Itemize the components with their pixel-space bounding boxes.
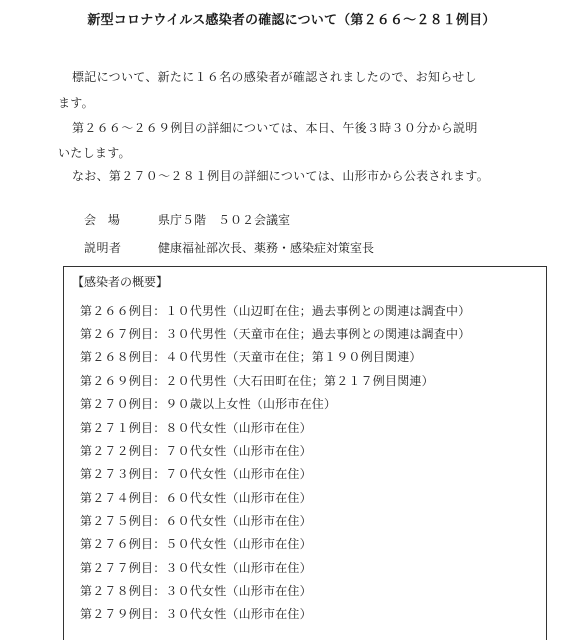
paragraph-2-line-1: 第２６６～２６９例目の詳細については、本日、午後３時３０分から説明 (72, 121, 478, 135)
case-item: 第２６９例目：２０代男性（大石田町在住；第２１７例目関連） (80, 374, 434, 388)
paragraph-1-line-1: 標記について、新たに１６名の感染者が確認されましたので、お知らせし (72, 70, 477, 84)
case-item: 第２７４例目：６０代女性（山形市在住） (80, 491, 312, 505)
venue-label: 会 場 (84, 213, 124, 227)
presenter-value: 健康福祉部次長、薬務・感染症対策室長 (158, 241, 375, 255)
case-summary-heading: 【感染者の概要】 (72, 275, 169, 289)
case-item: 第２７８例目：３０代女性（山形市在住） (80, 584, 312, 598)
paragraph-2-line-2: いたします。 (58, 146, 131, 160)
paragraph-3-line-1: なお、第２７０～２８１例目の詳細については、山形市から公表されます。 (72, 169, 490, 183)
case-item: 第２７３例目：７０代女性（山形市在住） (80, 467, 312, 481)
case-item: 第２７９例目：３０代女性（山形市在住） (80, 607, 312, 621)
case-summary-box (63, 266, 547, 640)
case-item: 第２６６例目：１０代男性（山辺町在住；過去事例との関連は調査中） (80, 304, 471, 318)
case-item: 第２７７例目：３０代女性（山形市在住） (80, 561, 312, 575)
case-item: 第２６７例目：３０代男性（天童市在住；過去事例との関連は調査中） (80, 327, 471, 341)
presenter-label: 説明者 (84, 241, 122, 255)
case-item: 第２７６例目：５０代女性（山形市在住） (80, 537, 312, 551)
case-item: 第２７５例目：６０代女性（山形市在住） (80, 514, 312, 528)
case-item: 第２６８例目：４０代男性（天童市在住；第１９０例目関連） (80, 350, 422, 364)
presenter-row (84, 239, 374, 256)
case-item: 第２７０例目：９０歳以上女性（山形市在住） (80, 397, 337, 411)
document-title: 新型コロナウイルス感染者の確認について（第２６６～２８１例目） (87, 13, 496, 28)
venue-row (84, 211, 290, 228)
venue-value: 県庁５階 ５０２会議室 (158, 213, 291, 227)
case-item: 第２７１例目：８０代女性（山形市在住） (80, 421, 312, 435)
case-item: 第２７２例目：７０代女性（山形市在住） (80, 444, 312, 458)
paragraph-1-line-2: ます。 (58, 96, 94, 110)
